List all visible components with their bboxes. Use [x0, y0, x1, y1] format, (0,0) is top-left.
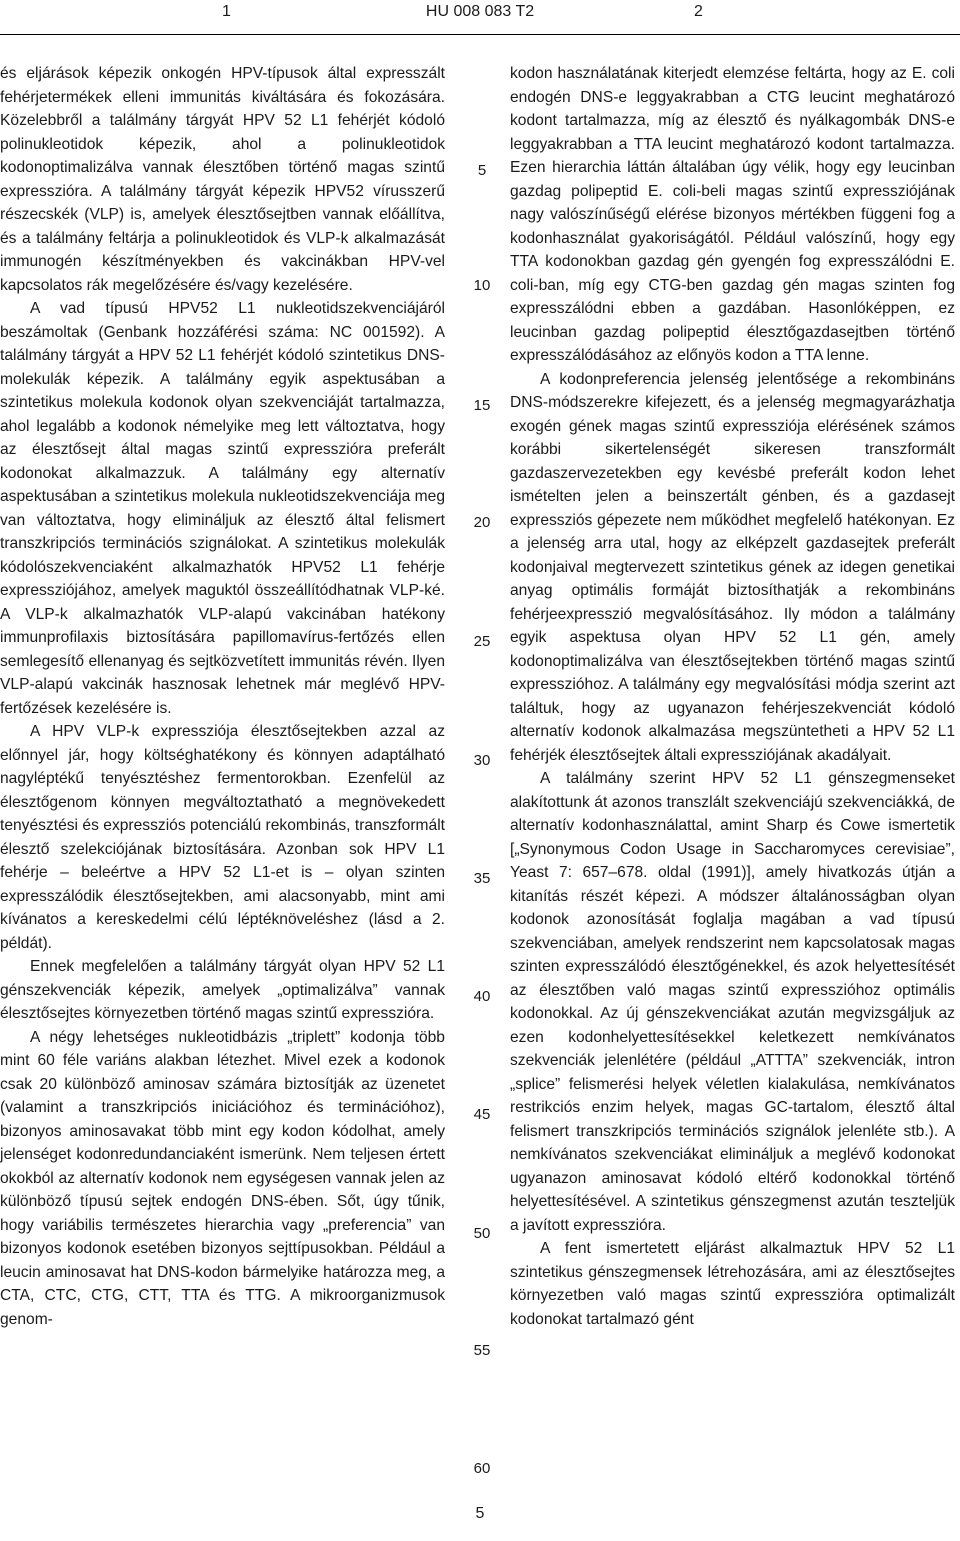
paragraph: és eljárások képezik onkogén HPV-típusok által expresszált fehérjetermékek elleni immunitás kiváltására és fokozására. Közelebbről a találmány tárgyát HPV 52 L1 fehérjét kódoló polinukleotidok képezik, ahol a polinukleotidok kodonoptimalizálva vannak élesztőben történő magas szintű expresszióra. A találmány tárgyát képezik HPV52 vírusszerű részecskék (VLP) is, amelyek élesztősejtben vannak előállítva, és a találmány feltárja a polinukleotidok és VLP-k alkalmazását immunogén készítményekben és vakcinákban HPV-vel kapcsolatos rák megelőzésére és/vagy kezelésére.: [0, 65, 445, 294]
paragraph: A négy lehetséges nukleotidbázis „triplett” kodonja több mint 60 féle variáns alakban létezhet. Mivel ezek a kodonok csak 20 különböző aminosav számára biztosítják az üzenetet (valamint a transzkripciós iniciációhoz és terminációhoz), bizonyos aminosavakat több mint egy kodon kódolhat, amely jelenséget kodonredundanciaként ismerünk. Nem teljesen értett okokból az alternatív kodonok nem egységesen vannak jelen az különböző típusú sejtek endogén DNS-ében. Sőt, úgy tűnik, hogy variábilis természetes hierarchia vagy „preferencia” van bizonyos kodonok esetében bizonyos sejttípusokban. Például a leucin aminosavat hat DNS-kodon bármelyike határozza meg, a CTA, CTC, CTG, CTT, TTA és TTG. A mikroorganizmusok genom-: [0, 1028, 445, 1328]
line-number: 15: [473, 397, 491, 414]
paragraph: A kodonpreferencia jelenség jelentősége a rekombináns DNS-módszerekre kifejezett, és a jelenség megmagyarázhatja exogén gének magas szintű expressziója elérésének számos korábbi sikertelenségét sikeresen transzformált gazdaszervezetekben egy kevésbé preferált kodon lehet ismételten jelen a beinszertált génben, és a gazdasejt expressziós gépezete nem működhet megfelelő hatékonyan. Ez a jelenség arra utal, hogy az elképzelt gazdasejtek preferált kodonjaival megtervezett szintetikus gének az idegen genetikai anyag optimális formáját biztosíthatják a rekombináns fehérjeexpresszió megvalósításához. Ily módon a találmány egyik aspektusa olyan HPV 52 L1 gén, amely kodonoptimalizálva van élesztősejtekben történő magas szintű expresszióhoz. A találmány egy megvalósítási módja szerint azt találtuk, hogy az ugyanazon fehérjeszekvenciát kódoló alternatív kodonok alkalmazása megszüntetheti a HPV 52 L1 fehérjék élesztősejtek általi expressziójának akadályait.: [510, 370, 955, 764]
line-number: 60: [473, 1460, 491, 1477]
line-number: 5: [477, 162, 487, 179]
line-number: 35: [473, 870, 491, 887]
line-number: 50: [473, 1225, 491, 1242]
line-number: 55: [473, 1342, 491, 1359]
line-number: 20: [473, 514, 491, 531]
paragraph: A vad típusú HPV52 L1 nukleotidszekvenciájáról beszámoltak (Genbank hozzáférési száma: NC 001592). A találmány tárgyát a HPV 52 L1 fehérjét kódoló szintetikus DNS-molekulák képezik. A találmány egyik aspektusában a szintetikus molekula kodonok olyan szekvenciáját tartalmazza, ahol legalább a kodonok némelyike meg lett változtatva, hogy az élesztősejt által magas szintű expresszióra preferált kodonokat alkalmazzuk. A találmány egy alternatív aspektusában a szintetikus molekula nukleotidszekvenciája meg van változtatva, hogy elimináljuk az élesztő által felismert transzkripciós terminációs szignálokat. A szintetikus molekulák kódolószekvenciaként alkalmazhatók HPV52 L1 fehérje expressziójához, amelyek maguktól összeállítódhatnak VLP-ké. A VLP-k alkalmazhatók VLP-alapú vakcinában hatékony immunprofilaxis biztosítására papillomavírus-fertőzés ellen semlegesítő ellenanyag és sejtközvetített immunitás révén. Ilyen VLP-alapú vakcinák hasznosak lehetnek már meglévő HPV-fertőzések kezelésére is.: [0, 300, 445, 717]
line-number: 30: [473, 752, 491, 769]
header-rule: [0, 34, 960, 35]
paragraph: kodon használatának kiterjedt elemzése feltárta, hogy az E. coli endogén DNS-e leggyakrabban a CTG leucint meghatározó kodont tartalmazza, míg az élesztő és nyálkagombák DNS-e leggyakrabban a TTA leucint meghatározó kodont tartalmazza. Ezen hierarchia láttán általában úgy vélik, hogy egy leucinban gazdag polipeptid E. coli-beli magas szintű expressziójának nagy valószínűségű elérése bizonyos mértékben függeni fog a kodonhasználat gyakoriságától. Például valószínű, hogy egy TTA kodonokban gazdag gén gyengén fog expresszálódni E. coli-ban, míg egy CTG-ben gazdag gén magas szinten fog expresszálódni ebben a gazdában. Hasonlóképpen, ez leucinban gazdag polipeptid élesztőgazdasejtben történő expresszálódásához az előnyös kodon a TTA lenne.: [510, 65, 955, 364]
left-page-number: 1: [222, 3, 231, 20]
line-number: 45: [473, 1106, 491, 1123]
line-number: 10: [473, 277, 491, 294]
paragraph: Ennek megfelelően a találmány tárgyát olyan HPV 52 L1 génszekvenciák képezik, amelyek „optimalizálva” vannak élesztősejtes környezetben történő magas szintű expresszióra.: [0, 958, 445, 1022]
line-number: 40: [473, 988, 491, 1005]
paragraph: A HPV VLP-k expressziója élesztősejtekben azzal az előnnyel jár, hogy költséghatékony és könnyen adaptálható nagyléptékű tenyésztéshez fermentorokban. Ezenfelül az élesztőgenom könnyen megváltoztatható a megnövekedett tenyésztési és expressziós potenciálú rekombinás, transzformált élesztő szelekciójának biztosítására. Azonban sok HPV L1 fehérje – beleértve a HPV 52 L1-et is – olyan szinten expresszálódik élesztősejtekben, ami alacsonyabb, mint ami kívánatos a kereskedelmi célú léptéknöveléshez (lásd a 2. példát).: [0, 723, 445, 952]
right-page-number: 2: [694, 3, 703, 20]
document-id: HU 008 083 T2: [425, 3, 535, 20]
footer-page-number: 5: [475, 1505, 485, 1522]
paragraph: A találmány szerint HPV 52 L1 génszegmenseket alakítottunk át azonos transzlált szekvenciájú szekvenciákká, de alternatív kodonhasználattal, amint Sharp és Cowe ismertetik [„Synonymous Codon Usage in Saccharomyces cerevisiae”, Yeast 7: 657–678. oldal (1991)], amely hivatkozás útján a kitanítás részét képezi. A módszer általánosságban olyan kodonok azonosítását foglalja magában a vad típusú szekvenciában, amelyek rendszerint nem kapcsolatosak magas szinten expresszálódó élesztőgénekkel, és azok helyettesítését az élesztőben való magas szintű expresszióhoz optimális kodonokkal. Az új génszekvenciákat azután megvizsgáljuk az ezen kodonhelyettesítésekkel keletkezett nemkívánatos szekvenciák jelenlétére (például „ATTTA” szekvenciák, intron „splice” felismerési helyek véletlen kialakulása, nemkívánatos restrikciós enzim helyek, magas GC-tartalom, élesztő által felismert transzkripciós terminációs szignálok jelenléte stb.). A nemkívánatos szekvenciákat elimináljuk a meglévő kodonokat ugyanazon aminosavat kódoló eltérő kodonokkal történő helyettesítésével. A szintetikus génszegmenst azután teszteljük a javított expresszióra.: [510, 770, 955, 1234]
line-number: 25: [473, 633, 491, 650]
paragraph: A fent ismertetett eljárást alkalmaztuk HPV 52 L1 szintetikus génszegmensek létrehozására, ami az élesztősejtes környezetben való magas szintű expresszióra optimalizált kodonokat tartalmazó gént: [510, 1240, 955, 1328]
left-column: [0, 62, 445, 1331]
right-column: [510, 62, 955, 1331]
